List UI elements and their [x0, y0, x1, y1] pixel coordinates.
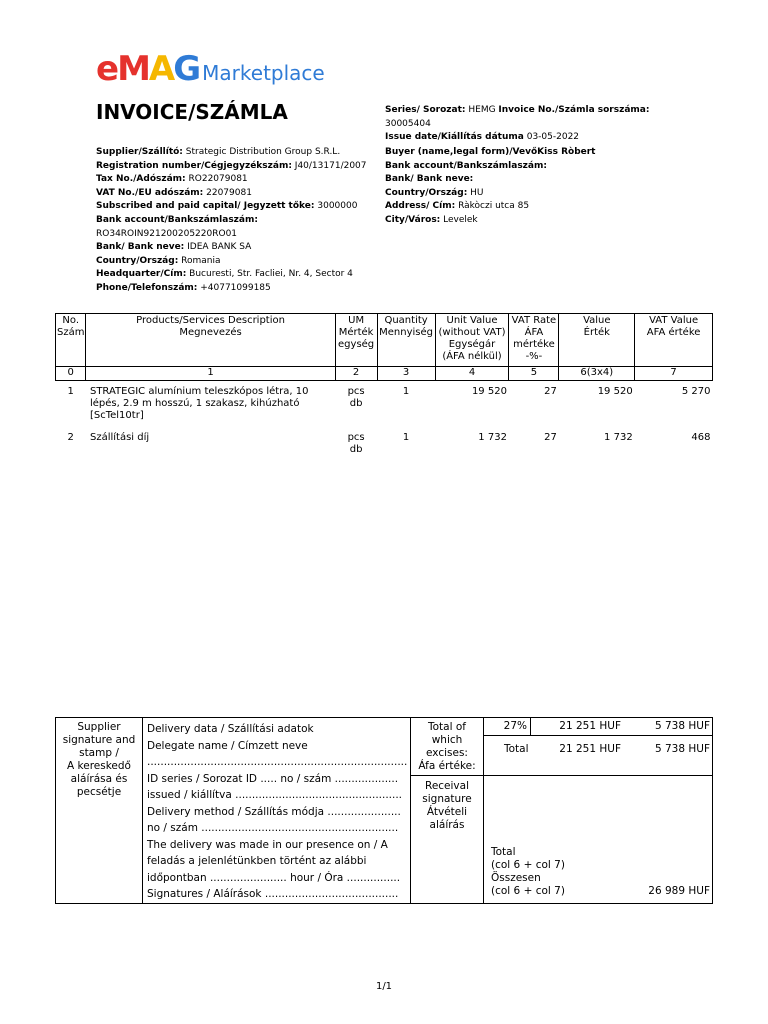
- cell-qty: 1: [402, 431, 410, 443]
- delivery-line: Delegate name / Címzett neve: [147, 739, 308, 752]
- buyer-line: [385, 214, 685, 228]
- buyer-label: Country/Ország:: [385, 187, 468, 198]
- issue-date-label: Issue date/Kiállítás dátuma: [385, 132, 524, 143]
- supplier-block: [96, 146, 376, 296]
- delivery-line: ..............................................................................: [147, 756, 408, 768]
- supplier-line: [96, 255, 376, 269]
- grand-total-value: 26 989 HUF: [648, 885, 710, 897]
- supplier-signature: Supplier signature and stamp / A kereskedő aláírása és pecsétje: [56, 718, 143, 903]
- cell-qty: 1: [402, 386, 410, 397]
- issue-date-value: 03-05-2022: [523, 132, 580, 143]
- buyer-label: Buyer (name,legal form)/VevőKiss Ròbert: [385, 147, 596, 157]
- delivery-line: The delivery was made in our presence on / A: [147, 838, 388, 851]
- total-of-which: Total of which excises: Áfa értéke:: [411, 718, 484, 776]
- invoice-no-value: 30005404: [385, 118, 431, 129]
- vat-row: [484, 718, 712, 736]
- buyer-value: Ràkòczi utca 85: [455, 201, 530, 212]
- delivery-data: [143, 718, 411, 903]
- page-number: 1/1: [375, 981, 393, 992]
- column-header: Unit Value (without VAT) Egységár (ÁFA nélkül): [435, 314, 509, 367]
- cell-vat-rate: 27: [544, 386, 557, 397]
- buyer-line: [385, 200, 685, 214]
- delivery-line: no / szám ...........................................................: [147, 822, 399, 834]
- column-index: 5: [509, 367, 559, 381]
- delivery-line: időpontban ....................... hour / Óra ................: [147, 871, 401, 884]
- table-row: [56, 427, 713, 456]
- cell-vat-rate: 27: [544, 431, 557, 443]
- column-header: Products/Services Description Megnevezés: [86, 314, 335, 367]
- buyer-value: Levelek: [440, 214, 478, 225]
- series-label: Series/ Sorozat:: [385, 105, 466, 115]
- logo-marketplace: Marketplace: [202, 61, 325, 85]
- logo-brand: eMAG: [96, 49, 200, 89]
- supplier-label: Subscribed and paid capital/ Jegyzett tőke:: [96, 201, 315, 212]
- cell-um: pcs db: [347, 386, 365, 409]
- supplier-label: Country/Ország:: [96, 255, 179, 266]
- delivery-line: ID series / Sorozat ID ..... no / szám ...................: [147, 772, 399, 785]
- delivery-line: Delivery data / Szállítási adatok: [147, 723, 314, 735]
- supplier-line: [96, 228, 376, 242]
- column-index: 3: [377, 367, 435, 381]
- supplier-label: Bank account/Bankszámlaszám:: [96, 214, 258, 225]
- supplier-value: Bucuresti, Str. Facliei, Nr. 4, Sector 4: [186, 269, 353, 280]
- supplier-line: [96, 268, 376, 282]
- table-row: [56, 381, 713, 427]
- buyer-label: Bank/ Bank neve:: [385, 174, 474, 185]
- supplier-value: RO22079081: [185, 174, 248, 185]
- column-index: 4: [435, 367, 509, 381]
- buyer-label: City/Város:: [385, 214, 441, 225]
- supplier-line: [96, 187, 376, 201]
- column-index: 6(3x4): [559, 367, 635, 381]
- column-header: Quantity Mennyiség: [377, 314, 435, 367]
- buyer-line: [385, 173, 685, 187]
- series-value: HEMG: [465, 105, 499, 115]
- column-index: 0: [56, 367, 86, 381]
- column-index: 2: [335, 367, 377, 381]
- invoice-title: INVOICE/SZÁMLA: [96, 100, 288, 124]
- buyer-label: Address/ Cím:: [385, 201, 456, 212]
- supplier-value: J40/13171/2007: [291, 160, 367, 171]
- invoice-no-label: Invoice No./Számla sorszáma:: [498, 105, 650, 115]
- footer-summary: [55, 717, 713, 904]
- buyer-line: [385, 187, 685, 201]
- supplier-label: Phone/Telefonszám:: [96, 282, 198, 293]
- supplier-label: Supplier/Szállító:: [96, 147, 183, 157]
- buyer-block: [385, 146, 685, 228]
- cell-value: 19 520: [597, 386, 633, 397]
- supplier-value: Strategic Distribution Group S.R.L.: [182, 147, 341, 157]
- total-row: [484, 736, 712, 776]
- delivery-line: issued / kiállítva ..................................................: [147, 789, 403, 801]
- vat-amount: 5 738 HUF: [654, 720, 710, 732]
- cell-value: 1 732: [604, 431, 633, 443]
- buyer-line: [385, 160, 685, 174]
- total-base: 21 251 HUF: [559, 743, 621, 755]
- supplier-value: +40771099185: [197, 282, 271, 293]
- delivery-line: feladás a jelenlétünkben történt az alábbi: [147, 855, 367, 867]
- cell-no: 1: [67, 386, 74, 397]
- column-header: VAT Value AFA értéke: [635, 314, 713, 367]
- vat-percent: 27%: [484, 718, 531, 736]
- supplier-line: [96, 241, 376, 255]
- total-label: Total: [504, 743, 529, 755]
- supplier-label: Tax No./Adószám:: [96, 174, 186, 185]
- supplier-value: 22079081: [203, 187, 252, 198]
- table-index-row: [56, 367, 713, 381]
- emag-logo: [96, 49, 325, 89]
- invoice-meta: [385, 104, 685, 145]
- supplier-line: [96, 282, 376, 296]
- supplier-value: RO34ROIN921200205220RO01: [96, 228, 238, 239]
- cell-unit: 19 520: [471, 386, 507, 397]
- supplier-label: Bank/ Bank neve:: [96, 242, 185, 253]
- column-header: UM Mérték egység: [335, 314, 377, 367]
- supplier-value: IDEA BANK SA: [184, 242, 252, 253]
- cell-no: 2: [67, 431, 74, 443]
- supplier-value: 3000000: [314, 201, 358, 212]
- buyer-line: [385, 146, 685, 160]
- supplier-line: [96, 160, 376, 174]
- column-header: VAT Rate ÁFA mértéke -%-: [509, 314, 559, 367]
- receival-signature: Receival signature Átvételi aláírás: [411, 776, 484, 903]
- supplier-line: [96, 200, 376, 214]
- supplier-value: Romania: [178, 255, 221, 266]
- cell-um: pcs db: [347, 431, 365, 455]
- cell-vat-value: 468: [691, 431, 711, 443]
- delivery-line: Signatures / Aláírások ........................................: [147, 888, 399, 900]
- supplier-label: Headquarter/Cím:: [96, 269, 187, 280]
- supplier-label: Registration number/Cégjegyzékszám:: [96, 160, 292, 171]
- cell-desc: STRATEGIC alumínium teleszkópos létra, 10 lépés, 2.9 m hosszú, 1 szakasz, kihúzható [ScTel10tr]: [89, 386, 309, 421]
- supplier-label: VAT No./EU adószám:: [96, 187, 204, 198]
- column-index: 7: [635, 367, 713, 381]
- vat-base: 21 251 HUF: [559, 720, 621, 732]
- table-header-row: [56, 314, 713, 367]
- buyer-value: HU: [467, 187, 484, 198]
- cell-vat-value: 5 270: [681, 386, 711, 397]
- delivery-line: Delivery method / Szállítás módja ......................: [147, 805, 401, 818]
- supplier-line: [96, 173, 376, 187]
- column-index: 1: [86, 367, 335, 381]
- buyer-label: Bank account/Bankszámlaszám:: [385, 160, 547, 171]
- supplier-line: [96, 214, 376, 228]
- cell-desc: Szállítási díj: [89, 431, 150, 443]
- column-header: Value Érték: [559, 314, 635, 367]
- total-vat: 5 738 HUF: [654, 743, 710, 755]
- column-header: No. Szám: [56, 314, 86, 367]
- supplier-line: [96, 146, 376, 160]
- items-table: [55, 313, 713, 456]
- grand-total-label: Total (col 6 + col 7) Összesen (col 6 + col 7): [491, 846, 565, 897]
- cell-unit: 1 732: [478, 431, 507, 443]
